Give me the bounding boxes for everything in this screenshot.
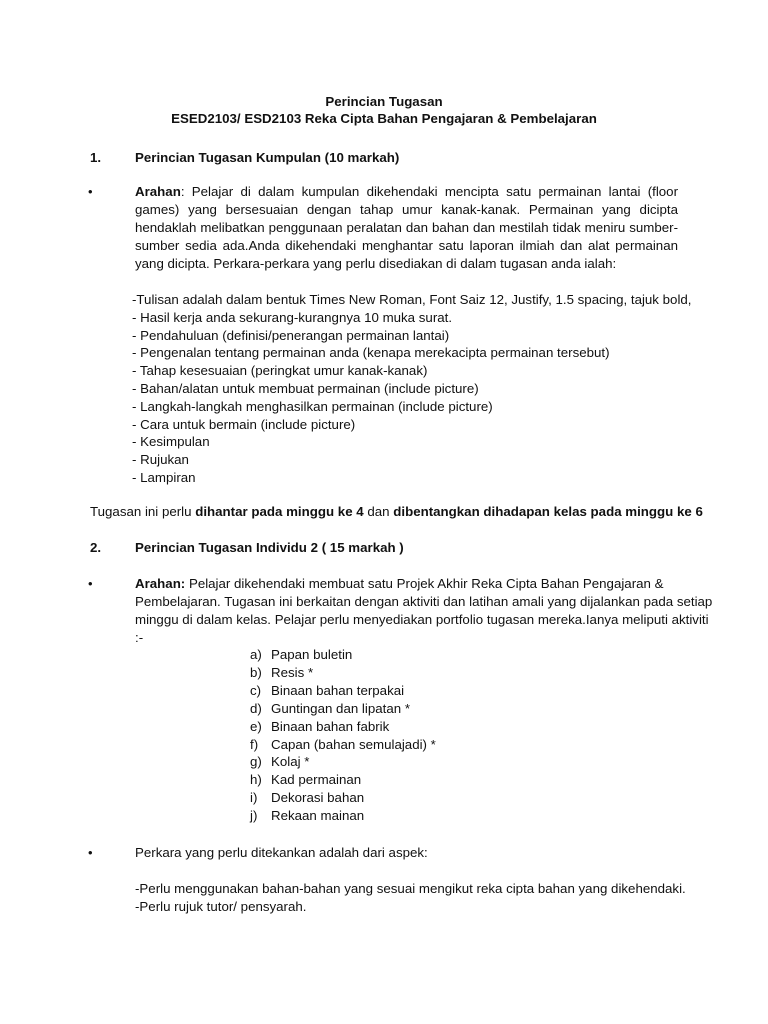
activity-letter: b) [250,664,262,680]
activity-text: Kolaj * [271,754,310,770]
activity-text: Papan buletin [271,647,353,662]
activity-item [250,807,436,825]
activity-letter: a) [250,647,262,662]
requirement-item: - Lampiran [132,469,196,485]
activity-text: Binaan bahan fabrik [271,718,390,734]
activity-text: Rekaan mainan [271,808,365,824]
activity-item [250,736,436,754]
aspek-intro: Perkara yang perlu ditekankan adalah dari aspek: [135,845,428,860]
requirement-item: - Bahan/alatan untuk membuat permainan (include picture) [132,380,479,396]
requirement-item: - Langkah-langkah menghasilkan permainan (include picture) [132,398,493,414]
document-subtitle: ESED2103/ ESD2103 Reka Cipta Bahan Pengajaran & Pembelajaran [171,111,597,126]
activity-letter: c) [250,682,262,698]
activity-item [250,646,436,664]
activity-letter: j) [250,808,258,824]
requirement-item: - Tahap kesesuaian (peringkat umur kanak-kanak) [132,363,428,379]
section2-arahan-line: Pembelajaran. Tugasan ini berkaitan dengan aktiviti dan latihan amali yang dijalankan pada setiap [135,594,713,609]
section1-number: 1. [90,150,102,165]
activity-text: Resis * [271,664,314,680]
activity-letter: d) [250,700,262,716]
arahan-text: : Pelajar di dalam kumpulan dikehendaki mencipta satu permainan lantai (floor games) yang bersesuaian dengan tahap umur kanak-kanak. Permainan yang dicipta hendaklah melibatkan penggunaan peralatan dan bahan dan mestilah tidak meniru sumber-sumber sedia ada.Anda dikehendaki menghantar satu laporan ilmiah dan alat permainan yang dicipta. Perkara-perkara yang perlu disediakan di dalam tugasan anda ialah: [135,184,678,271]
requirement-item: -Tulisan adalah dalam bentuk Times New Roman, Font Saiz 12, Justify, 1.5 spacing, tajuk bold, [132,292,692,307]
submission-middle: dan [363,504,394,519]
requirement-item: - Rujukan [132,452,189,468]
arahan-label: Arahan: [135,576,186,591]
activity-item [250,718,436,736]
bullet-marker: • [88,576,93,591]
document-title: Perincian Tugasan [325,94,443,109]
arahan-text: Pelajar dikehendaki membuat satu Projek Akhir Reka Cipta Bahan Pengajaran & [185,576,664,591]
activity-letter: i) [250,790,258,806]
section1-heading: Perincian Tugasan Kumpulan (10 markah) [135,150,400,165]
activity-item [250,700,436,718]
requirement-item: - Pengenalan tentang permainan anda (kenapa merekacipta permainan tersebut) [132,345,610,361]
activity-item [250,753,436,771]
requirement-list [132,291,692,487]
bullet-marker: • [88,845,93,860]
activity-item [250,771,436,789]
activity-item [250,664,436,682]
requirement-item: - Hasil kerja anda sekurang-kurangnya 10 muka surat. [132,309,453,325]
requirement-item: - Cara untuk bermain (include picture) [132,416,356,432]
section2-number: 2. [90,540,102,555]
activity-text: Dekorasi bahan [271,790,365,806]
activity-letter: h) [250,772,262,788]
submission-week: dihantar pada minggu ke 4 [195,504,364,519]
activity-item [250,789,436,807]
presentation-week: dibentangkan dihadapan kelas pada minggu ke 6 [393,504,703,519]
submission-sentence [90,503,703,521]
section2-arahan-line [135,575,663,593]
section2-arahan-line: minggu di dalam kelas. Pelajar perlu menyediakan portfolio tugasan mereka.Ianya meliputi aktiviti [135,612,709,627]
bullet-marker: • [88,184,93,199]
section1-arahan-paragraph [135,183,678,273]
activity-item [250,682,436,700]
aspek-item: -Perlu menggunakan bahan-bahan yang sesuai mengikut reka cipta bahan yang dikehendaki. [135,881,686,896]
activity-letter: g) [250,754,262,770]
arahan-label: Arahan [135,184,181,199]
activity-text: Guntingan dan lipatan * [271,700,410,716]
section2-arahan-line: :- [135,630,144,645]
activity-text: Binaan bahan terpakai [271,682,405,698]
activity-text: Capan (bahan semulajadi) * [271,736,436,752]
activity-text: Kad permainan [271,772,362,788]
requirement-item: - Pendahuluan (definisi/penerangan permainan lantai) [132,327,450,343]
activity-list [250,646,436,825]
submission-prefix: Tugasan ini perlu [90,504,196,519]
activity-letter: f) [250,736,259,752]
requirement-item: - Kesimpulan [132,434,210,450]
section2-heading: Perincian Tugasan Individu 2 ( 15 markah ) [135,540,404,555]
activity-letter: e) [250,718,262,734]
aspek-item: -Perlu rujuk tutor/ pensyarah. [135,899,307,914]
